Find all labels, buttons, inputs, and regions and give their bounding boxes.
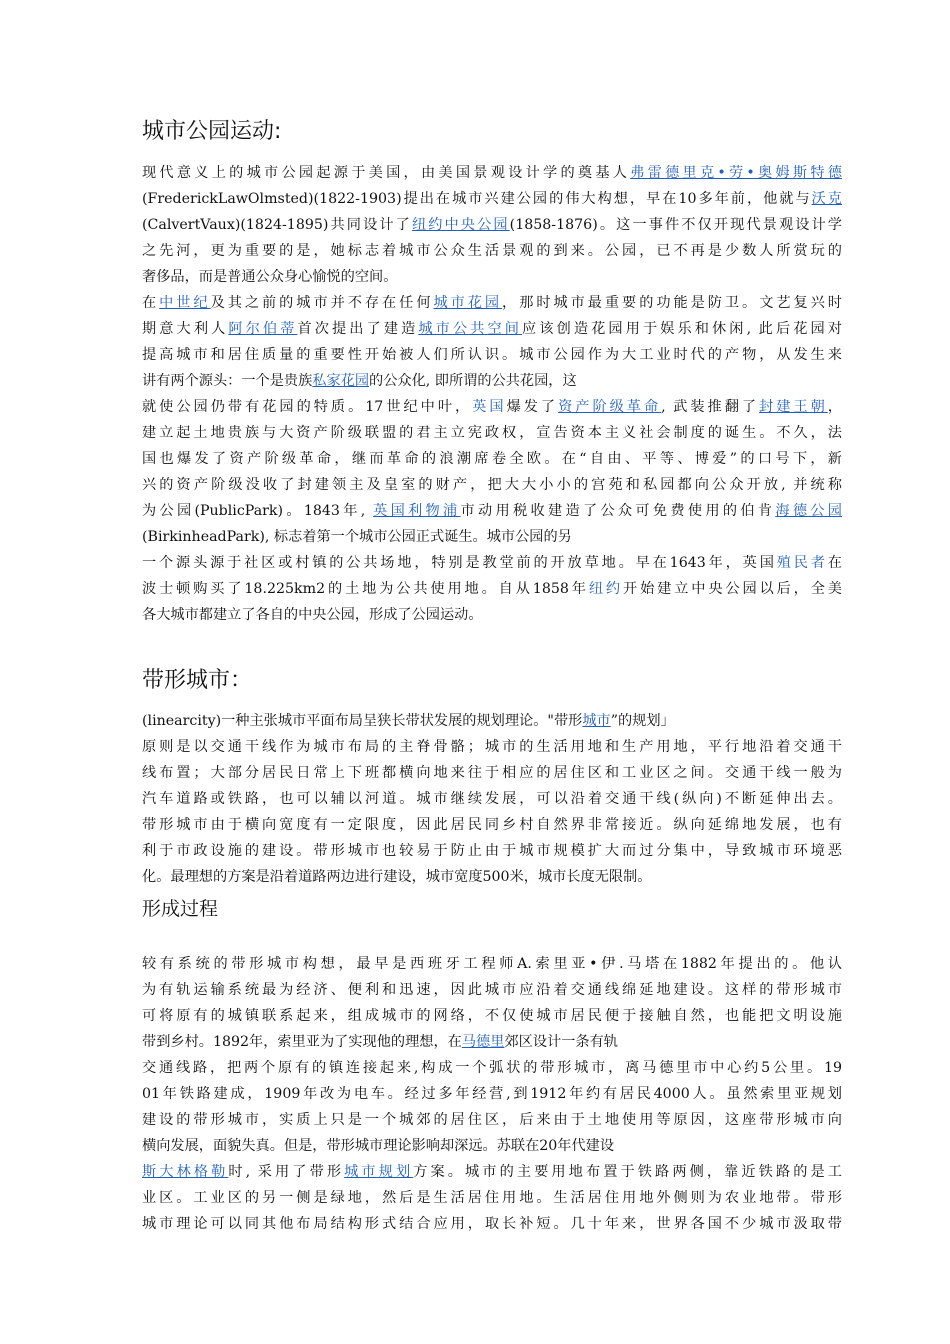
text-run: 带到乡村。1892年，索里亚为了实现他的理想，在 xyxy=(142,1034,462,1050)
text-line xyxy=(142,734,842,760)
hyperlink[interactable]: 封建王朝 xyxy=(759,399,828,415)
text-run: 应该创造花园用于娱乐和休闲, 此后花园对 xyxy=(522,321,842,337)
text-run: ， xyxy=(827,399,842,415)
hyperlink[interactable]: 弗雷德里克•劳•奥姆斯特德 xyxy=(630,165,842,181)
section-body-formation-process xyxy=(142,951,842,1237)
text-line xyxy=(142,576,842,602)
text-line xyxy=(142,1133,842,1159)
text-run: 开始建立中央公园以后，全美 xyxy=(623,581,842,597)
text-run: 国也爆发了资产阶级革命，继而革命的浪潮席卷全欧。在“自由、平等、博爱”的口号下，新 xyxy=(142,451,842,467)
text-run: 各大城市都建立了各自的中央公园，形成了公园运动。 xyxy=(142,607,483,623)
text-run: 建设的带形城市，实质上只是一个城郊的居住区，后来由于土地使用等原因，这座带形城市向 xyxy=(142,1112,842,1128)
text-line xyxy=(142,394,842,420)
text-run: 利于市政设施的建设。带形城市也较易于防止由于城市规模扩大而过分集中，导致城市环境恶 xyxy=(142,843,842,859)
text-run: 首次提出了建造 xyxy=(297,321,419,337)
text-line xyxy=(142,264,842,290)
text-run: 业区。工业区的另一侧是绿地，然后是生活居住用地。生活居住用地外侧则为农业地带。带形 xyxy=(142,1190,842,1206)
text-line xyxy=(142,472,842,498)
hyperlink[interactable]: 阿尔伯蒂 xyxy=(228,321,298,337)
text-run: 提高城市和居住质量的重要性开始被人们所认识。城市公园作为大工业时代的产物，从发生来 xyxy=(142,347,842,363)
text-line xyxy=(142,864,842,890)
text-line xyxy=(142,368,842,394)
text-run: 爆发了 xyxy=(506,399,559,415)
section-title-formation-process: 形成过程 xyxy=(142,898,219,920)
section-title-city-park-movement: 城市公园运动: xyxy=(142,119,282,144)
text-line xyxy=(142,1055,842,1081)
text-run: ”的规划」 xyxy=(610,713,675,729)
text-line xyxy=(142,951,842,977)
highlighted-term: 纽约 xyxy=(588,581,623,597)
text-run: 兴的资产阶级没收了封建领主及皇室的财产，把大大小小的宫苑和私园都向公众开放, 并统称 xyxy=(142,477,842,493)
text-line xyxy=(142,708,842,734)
text-line xyxy=(142,160,842,186)
text-run: 交通线路，把两个原有的镇连接起来,构成一个弧状的带形城市，离马德里市中心约5公里。19 xyxy=(142,1060,842,1076)
text-run: 横向发展，面貌失真。但是，带形城市理论影响却深远。苏联在20年代建设 xyxy=(142,1138,615,1154)
text-run: 在 xyxy=(142,295,160,311)
text-line xyxy=(142,760,842,786)
text-line xyxy=(142,1029,842,1055)
text-run: 较有系统的带形城市构想，最早是西班牙工程师A.索里亚•伊.马塔在1882年提出的。他认 xyxy=(142,956,842,972)
text-line xyxy=(142,186,842,212)
text-run: 城市理论可以同其他布局结构形式结合应用，取长补短。几十年来，世界各国不少城市汲取带 xyxy=(142,1216,842,1232)
text-run: 为公园(PublicPark)。1843年, xyxy=(142,503,374,519)
text-run: 期意大利人 xyxy=(142,321,229,337)
text-line xyxy=(142,786,842,812)
text-run: 之先河，更为重要的是，她标志着城市公众生活景观的到来。公园，已不再是少数人所赏玩的 xyxy=(142,243,842,259)
text-line xyxy=(142,238,842,264)
text-run: 讲有两个源头：一个是贵族 xyxy=(142,373,313,389)
hyperlink[interactable]: 英国利物浦 xyxy=(373,503,461,519)
text-run: 方案。城市的主要用地布置于铁路两侧，靠近铁路的是工 xyxy=(413,1164,842,1180)
text-run: 在 xyxy=(827,555,842,571)
hyperlink[interactable]: 城市规划 xyxy=(344,1164,414,1180)
hyperlink[interactable]: 私家花园 xyxy=(312,373,370,389)
text-line xyxy=(142,1185,842,1211)
text-line xyxy=(142,550,842,576)
highlighted-term: 英国 xyxy=(472,399,507,415)
text-line xyxy=(142,1003,842,1029)
text-line xyxy=(142,316,842,342)
text-run: 可将原有的城镇联系起来，组成城市的网络，不仅使城市居民便于接触自然，也能把文明设施 xyxy=(142,1008,842,1024)
text-run: ，那时城市最重要的功能是防卫。文艺复兴时 xyxy=(502,295,842,311)
text-run: 为有轨运输系统最为经济、便利和迅速，因此城市应沿着交通线绵延地建设。这样的带形城市 xyxy=(142,982,842,998)
text-run: 郊区设计一条有轨 xyxy=(504,1034,618,1050)
hyperlink[interactable]: 斯大林格勒 xyxy=(142,1164,229,1180)
text-run: 原则是以交通干线作为城市布局的主脊骨骼；城市的生活用地和生产用地，平行地沿着交通干 xyxy=(142,739,842,755)
text-run: 现代意义上的城市公园起源于美国，由美国景观设计学的奠基人 xyxy=(142,165,631,181)
text-line xyxy=(142,602,842,628)
hyperlink[interactable]: 中世纪 xyxy=(159,295,211,311)
text-run: 01年铁路建成，1909年改为电车。经过多年经营,到1912年约有居民4000人。虽然索里亚规划 xyxy=(142,1086,842,1102)
text-run: 汽车道路或铁路，也可以辅以河道。城市继续发展，可以沿着交通干线(纵向)不断延伸出去。 xyxy=(142,791,842,807)
text-run: , 武装推翻了 xyxy=(661,399,760,415)
text-run: 一个源头源于社区或村镇的公共场地，特别是教堂前的开放草地。早在1643年，英国 xyxy=(142,555,777,571)
section-body-linear-city xyxy=(142,708,842,890)
hyperlink[interactable]: 纽约中央公园 xyxy=(411,217,510,233)
text-line xyxy=(142,420,842,446)
text-line xyxy=(142,498,842,524)
text-line xyxy=(142,342,842,368)
text-run: (FrederickLawOlmsted)(1822-1903)提出在城市兴建公园的伟大构想，早在10多年前，他就与 xyxy=(142,191,812,207)
text-line xyxy=(142,1211,842,1237)
text-line xyxy=(142,1107,842,1133)
text-run: (CalvertVaux)(1824-1895)共同设计了 xyxy=(142,217,412,233)
section-body-city-park-movement xyxy=(142,160,842,628)
text-line xyxy=(142,977,842,1003)
text-run: 的公众化, 即所谓的公共花园，这 xyxy=(369,373,577,389)
text-run: (1858-1876)。这一事件不仅开现代景观设计学 xyxy=(509,217,842,233)
text-run: 市动用税收建造了公众可免费使用的伯肯 xyxy=(460,503,776,519)
text-run: 带形城市由于横向宽度有一定限度，因此居民同乡村自然界非常接近。纵向延绵地发展，也有 xyxy=(142,817,842,833)
text-line xyxy=(142,290,842,316)
text-run: 波士顿购买了18.225km2的土地为公共使用地。自从1858年 xyxy=(142,581,589,597)
text-run: (linearcity)一种主张城市平面布局呈狭长带状发展的规划理论。"带形 xyxy=(142,713,583,729)
hyperlink[interactable]: 资产阶级革命 xyxy=(558,399,662,415)
hyperlink[interactable]: 城市 xyxy=(582,713,611,729)
text-run: 及其之前的城市并不存在任何 xyxy=(210,295,434,311)
text-run: 奢侈品，而是普通公众身心愉悦的空间。 xyxy=(142,269,398,285)
text-line xyxy=(142,524,842,550)
text-line xyxy=(142,1159,842,1185)
hyperlink[interactable]: 城市花园 xyxy=(433,295,503,311)
text-line xyxy=(142,1081,842,1107)
text-run: 化。最理想的方案是沿着道路两边进行建设，城市宽度500米，城市长度无限制。 xyxy=(142,869,652,885)
text-run: 线布置；大部分居民日常上下班都横向地来往于相应的居住区和工业区之间。交通干线一般为 xyxy=(142,765,842,781)
text-line xyxy=(142,812,842,838)
hyperlink[interactable]: 马德里 xyxy=(461,1034,505,1050)
text-run: 时, 采用了带形 xyxy=(228,1164,345,1180)
highlighted-term: 殖民者 xyxy=(776,555,828,571)
text-line xyxy=(142,212,842,238)
hyperlink[interactable]: 沃克 xyxy=(811,191,842,207)
section-title-linear-city: 带形城市： xyxy=(142,668,253,693)
text-run: (BirkinheadPark), 标志着第一个城市公园正式诞生。城市公园的另 xyxy=(142,529,572,545)
hyperlink[interactable]: 城市公共空间 xyxy=(418,321,523,337)
hyperlink[interactable]: 海德公园 xyxy=(775,503,842,519)
text-run: 建立起土地贵族与大资产阶级联盟的君主立宪政权，宣告资本主义社会制度的诞生。不久，法 xyxy=(142,425,842,441)
text-line xyxy=(142,838,842,864)
text-line xyxy=(142,446,842,472)
text-run: 就使公园仍带有花园的特质。17世纪中叶， xyxy=(142,399,473,415)
